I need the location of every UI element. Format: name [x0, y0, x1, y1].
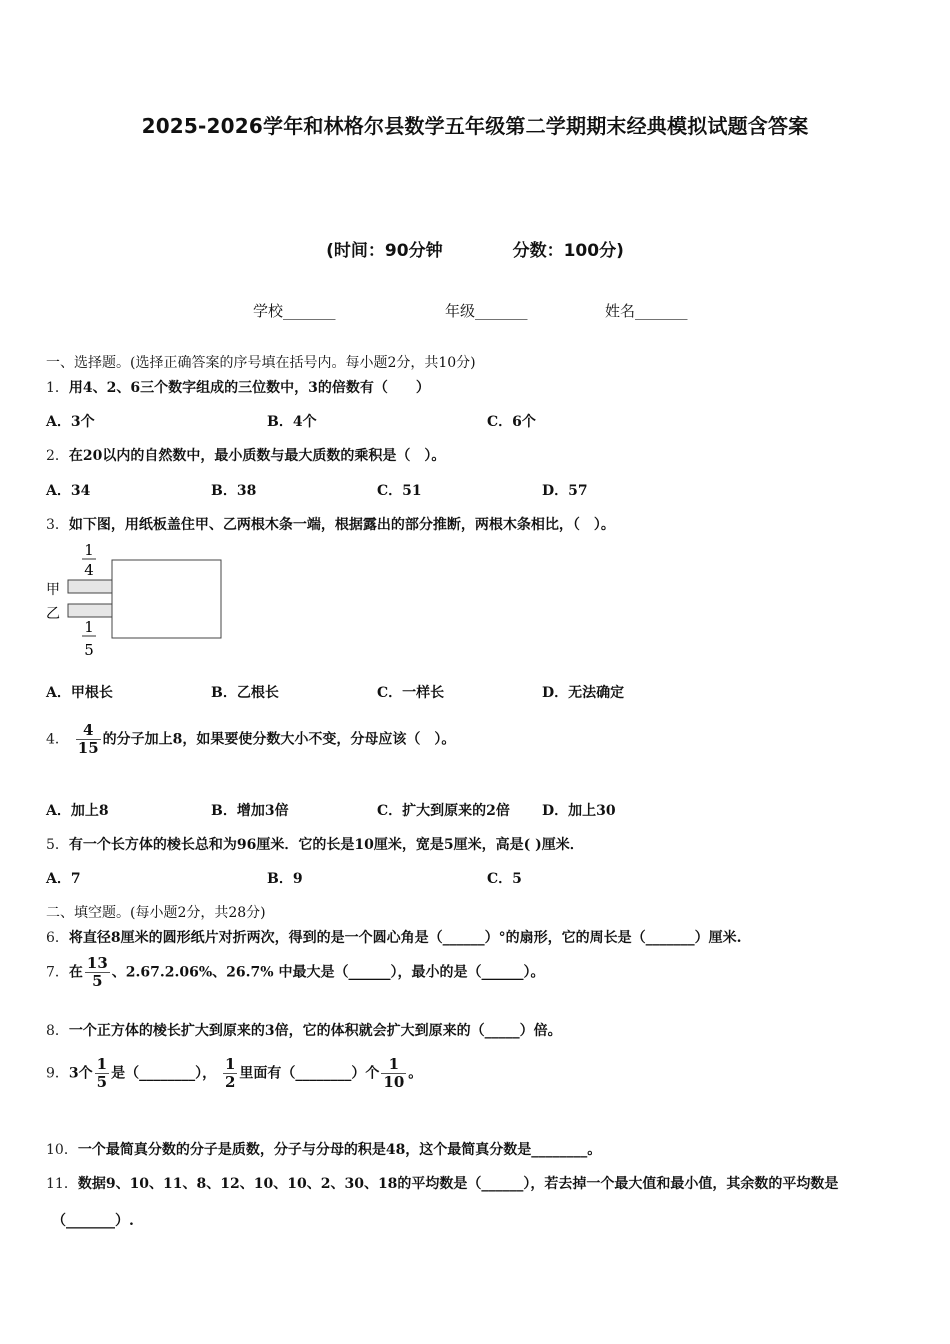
question-6: 6．将直径8厘米的圆形纸片对折两次，得到的是一个圆心角是（______）°的扇形，它的周长是（_______）厘米. [46, 930, 742, 946]
question-9: 9．3个 $\frac{1}{5}$ 是（________）， $\frac{1}{2}$ 里面有（________）个 $\frac{1}{10}$ 。 [46, 1055, 423, 1091]
exam-score: 分数：100分) [512, 241, 624, 261]
q3-option-b: B．乙根长 [211, 685, 279, 701]
q3-option-d: D．无法确定 [542, 685, 625, 701]
section2-heading: 二、填空题。(每小题2分，共28分) [46, 905, 266, 921]
question-5: 5．有一个长方体的棱长总和为96厘米．它的长是10厘米，宽是5厘米，高是( )厘米． [46, 837, 584, 853]
question-4: 4． $\frac{4}{15}$ 的分子加上8，如果要使分数大小不变，分母应该（ ）。 [46, 721, 456, 757]
q7-fraction: $\frac{13}{5}$ [86, 954, 108, 990]
q2-option-b: B．38 [211, 483, 257, 499]
exam-meta [0, 236, 950, 261]
question-3: 3．如下图，用纸板盖住甲、乙两根木条一端，根据露出的部分推断，两根木条相比，（ ）。 [46, 517, 615, 533]
q5-option-c: C．5 [487, 871, 522, 887]
exam-time: (时间：90分钟 [326, 241, 443, 261]
stick-yi [68, 604, 112, 617]
page-title: 2025-2026学年和林格尔县数学五年级第二学期期末经典模拟试题含答案 [141, 114, 809, 138]
q4-fraction: $\frac{4}{15}$ [77, 721, 99, 757]
question-1: 1．用4、2、6三个数字组成的三位数中，3的倍数有（ ） [46, 380, 430, 396]
q2-option-c: C．51 [377, 483, 422, 499]
q9-fraction-2: $\frac{1}{2}$ [224, 1055, 236, 1091]
question-11: 11．数据9、10、11、8、12、10、10、2、30、18的平均数是（______），若去掉一个最大值和最小值，其余数的平均数是 [46, 1176, 839, 1192]
question-7: 7．在 $\frac{13}{5}$ 、2.67.2.06%、26.7% 中最大是（______），最小的是（______）。 [46, 954, 545, 990]
q4-option-d: D．加上30 [542, 803, 616, 819]
q4-option-b: B．增加3倍 [211, 803, 289, 819]
fig-bottom-denominator: 5 [84, 641, 94, 659]
stick-figure [40, 540, 240, 665]
question-11-continued: （_______）. [52, 1213, 134, 1229]
grade-field: 年级_______ [445, 302, 528, 320]
q9-fraction-1: $\frac{1}{5}$ [96, 1055, 108, 1091]
cover-board [112, 560, 221, 638]
question-10: 10．一个最简真分数的分子是质数，分子与分母的积是48，这个最简真分数是________。 [46, 1142, 602, 1158]
label-yi: 乙 [46, 606, 60, 622]
q4-option-a: A．加上8 [46, 803, 109, 819]
fig-bottom-numerator: 1 [84, 618, 94, 636]
question-8: 8．一个正方体的棱长扩大到原来的3倍，它的体积就会扩大到原来的（_____）倍。 [46, 1023, 562, 1039]
q3-option-a: A．甲根长 [46, 685, 113, 701]
section1-heading: 一、选择题。(选择正确答案的序号填在括号内。每小题2分，共10分) [46, 355, 476, 371]
stick-jia [68, 580, 112, 593]
q5-option-a: A．7 [46, 871, 81, 887]
fig-top-numerator: 1 [84, 541, 94, 559]
q1-option-a: A．3个 [46, 414, 95, 430]
q9-fraction-3: $\frac{1}{10}$ [383, 1055, 405, 1091]
q4-option-c: C．扩大到原来的2倍 [377, 803, 510, 819]
q2-option-d: D．57 [542, 483, 588, 499]
q1-option-b: B．4个 [267, 414, 317, 430]
school-field: 学校_______ [253, 302, 336, 320]
q5-option-b: B．9 [267, 871, 303, 887]
name-field: 姓名_______ [605, 302, 688, 320]
label-jia: 甲 [46, 582, 60, 598]
fig-top-denominator: 4 [84, 561, 94, 579]
q3-option-c: C．一样长 [377, 685, 445, 701]
q2-option-a: A．34 [46, 483, 91, 499]
question-2: 2．在20以内的自然数中，最小质数与最大质数的乘积是（ ）。 [46, 448, 446, 464]
q1-option-c: C．6个 [487, 414, 536, 430]
